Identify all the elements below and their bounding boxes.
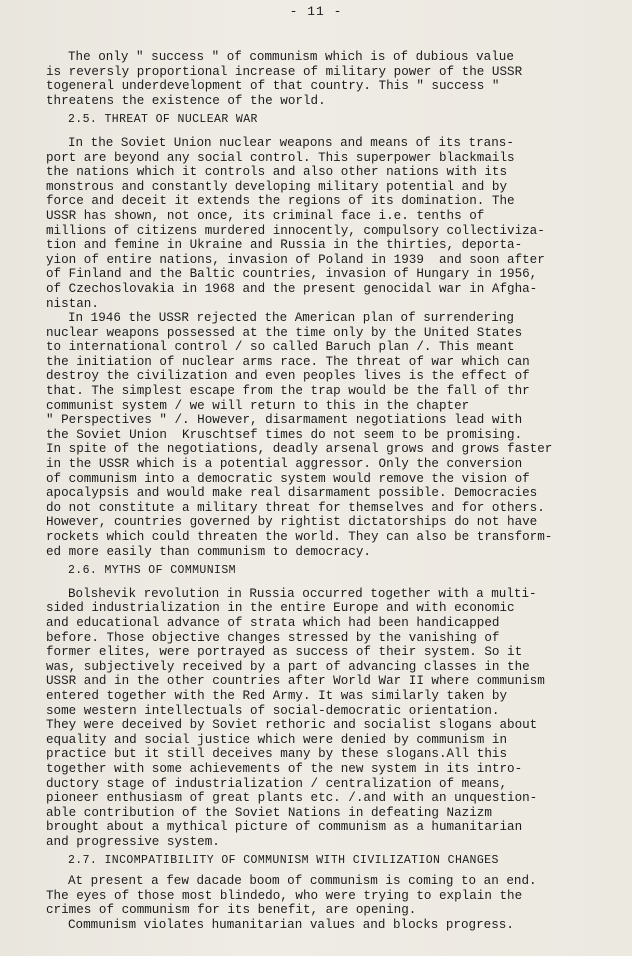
text-line: do not constitute a military threat for themselves and for others. [46, 500, 545, 515]
text-line: that. The simplest escape from the trap would be the fall of thr [46, 384, 530, 399]
text-line: was, subjectively received by a part of advancing classes in the [46, 659, 530, 674]
text-line: some western intellectuals of social-democratic orientation. [46, 703, 500, 718]
text-line: sided industrialization in the entire Europe and with economic [46, 601, 515, 616]
text-line: At present a few dacade boom of communism is coming to an end. [68, 874, 537, 889]
section-2-5-paragraph-1 [46, 136, 610, 311]
text-line: In 1946 the USSR rejected the American plan of surrendering [68, 311, 514, 326]
intro-paragraph [46, 50, 610, 108]
section-heading-2-6: 2.6. MYTHS OF COMMUNISM [68, 564, 236, 578]
section-2-5-paragraph-2 [46, 311, 610, 559]
text-line: ed more easily than communism to democracy. [46, 544, 371, 559]
text-line: before. Those objective changes stressed by the vanishing of [46, 630, 500, 645]
text-line: communist system / we will return to this in the chapter [46, 398, 470, 413]
text-line: destroy the civilization and even peoples lives is the effect of [46, 369, 530, 384]
text-line: millions of citizens murdered innocently, compulsory collectiviza- [46, 223, 545, 238]
text-line: USSR has shown, not once, its criminal face i.e. tenths of [46, 208, 485, 223]
text-line: entered together with the Red Army. It was similarly taken by [46, 688, 508, 703]
text-line: former elites, were portrayed as success of their system. So it [46, 645, 523, 660]
text-line: port are beyond any social control. This superpower blackmails [46, 150, 515, 165]
text-line: rockets which could threaten the world. They can also be transform- [46, 530, 553, 544]
text-line: is reversly proportional increase of military power of the USSR [46, 64, 523, 79]
text-line: in the USSR which is a potential aggressor. Only the conversion [46, 457, 523, 472]
text-line: and educational advance of strata which had been handicapped [46, 615, 500, 630]
text-line: to international control / so called Baruch plan /. This meant [46, 340, 515, 355]
text-line: the initiation of nuclear arms race. The threat of war which can [46, 354, 530, 369]
text-line: brought about a mythical picture of communism as a humanitarian [46, 820, 523, 835]
section-2-6-paragraph-1 [46, 587, 610, 850]
text-line: The only " success " of communism which is of dubious value [68, 50, 514, 64]
section-2-7-paragraph-2 [46, 918, 610, 933]
text-line: nistan. [46, 296, 99, 311]
text-line: of Czechoslovakia in 1968 and the present genocidal war in Afgha- [46, 281, 538, 296]
section-heading-2-5: 2.5. THREAT OF NUCLEAR WAR [68, 113, 258, 127]
text-line: force and deceit it extends the regions of its domination. The [46, 194, 515, 209]
text-line: monstrous and constantly developing military potential and by [46, 179, 508, 194]
document-body [46, 50, 610, 932]
text-line: The eyes of those most blindedo, who were trying to explain the [46, 888, 523, 903]
text-line: the Soviet Union Kruschtsef times do not seem to be promising. [46, 427, 523, 442]
text-line: In the Soviet Union nuclear weapons and means of its trans- [68, 135, 514, 150]
text-line: " Perspectives " /. However, disarmament negotiations lead with [46, 413, 523, 428]
text-line: ductory stage of industrialization / centralization of means, [46, 776, 508, 791]
text-line: togeneral underdevelopment of that country. This " success " [46, 79, 500, 94]
text-line: nuclear weapons possessed at the time only by the United States [46, 325, 523, 340]
text-line: tion and femine in Ukraine and Russia in the thirties, deporta- [46, 238, 523, 253]
section-heading-2-7: 2.7. INCOMPATIBILITY OF COMMUNISM WITH CIVILIZATION CHANGES [68, 854, 499, 868]
text-line: threatens the existence of the world. [46, 93, 326, 108]
text-line: able contribution of the Soviet Nations in defeating Nazizm [46, 805, 492, 820]
text-line: together with some achievements of the new system in its intro- [46, 761, 523, 776]
text-line: and progressive system. [46, 834, 220, 849]
text-line: crimes of communism for its benefit, are opening. [46, 903, 417, 918]
text-line: apocalypsis and would make real disarmament possible. Democracies [46, 486, 538, 501]
text-line: equality and social justice which were denied by communism in [46, 732, 508, 747]
text-line: USSR and in the other countries after World War II where communism [46, 674, 545, 689]
text-line: the nations which it controls and also other nations with its [46, 165, 508, 180]
page-number: - 11 - [289, 4, 343, 19]
text-line: They were deceived by Soviet rethoric and socialist slogans about [46, 718, 538, 733]
text-line: Communism violates humanitarian values and blocks progress. [68, 917, 514, 932]
text-line: of communism into a democratic system would remove the vision of [46, 471, 530, 486]
text-line: pioneer enthusiasm of great plants etc. /.and with an unquestion- [46, 791, 538, 806]
text-line: of Finland and the Baltic countries, invasion of Hungary in 1956, [46, 267, 538, 282]
section-2-7-paragraph-1 [46, 874, 610, 918]
text-line: In spite of the negotiations, deadly arsenal grows and grows faster [46, 442, 553, 457]
text-line: yion of entire nations, invasion of Poland in 1939 and soon after [46, 252, 545, 267]
text-line: Bolshevik revolution in Russia occurred together with a multi- [68, 586, 537, 601]
text-line: However, countries governed by rightist dictatorships do not have [46, 515, 538, 530]
text-line: practice but it still deceives many by these slogans.All this [46, 747, 508, 762]
